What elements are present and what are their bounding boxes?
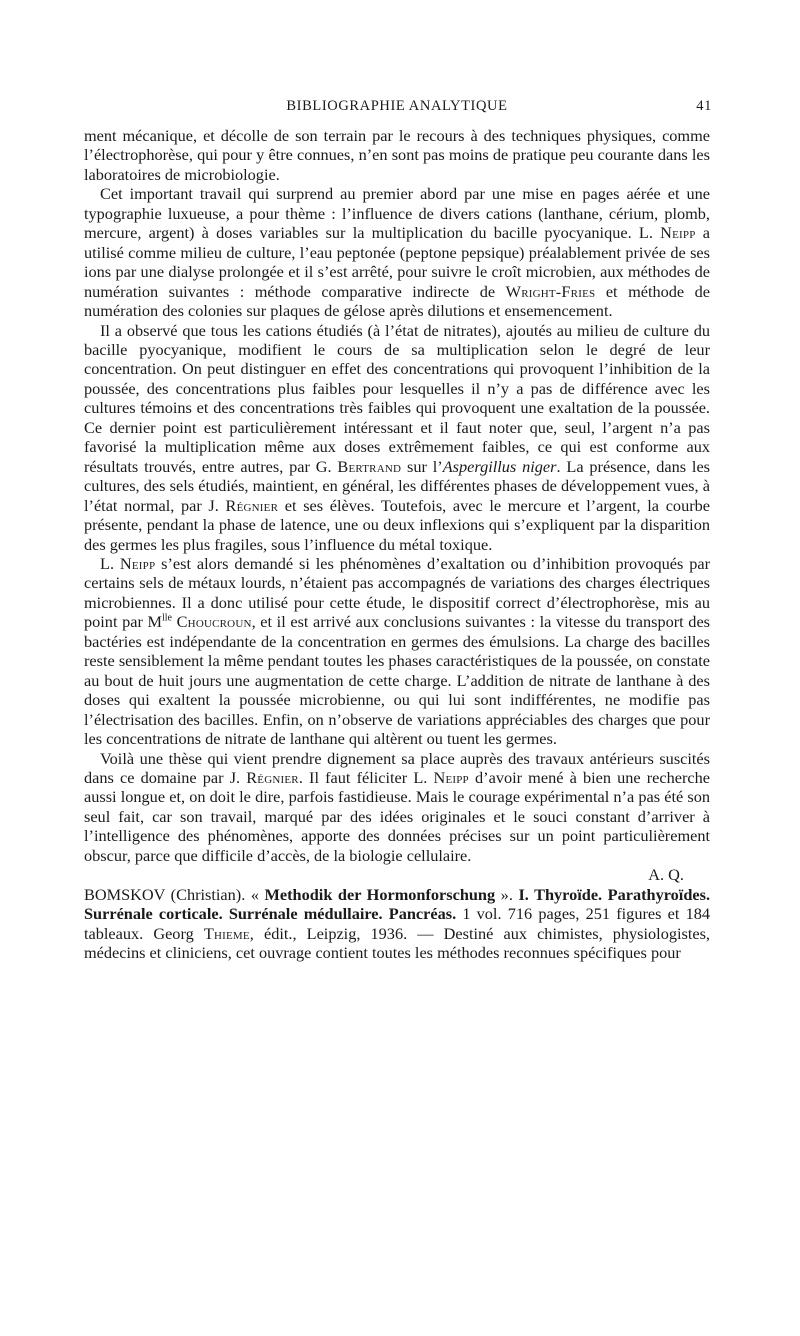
name-bertrand: Bertrand — [337, 456, 402, 476]
p3-part-b: sur l’ — [401, 456, 443, 476]
name-regnier: Régnier — [246, 767, 299, 787]
paragraph-1 — [84, 126, 710, 184]
mlle-superscript: lle — [161, 612, 172, 624]
entry-title-close: ». — [495, 884, 519, 904]
p5-part-a: Voilà une thèse qui vient prendre dignement sa place auprès des travaux antérieurs suscités dans ce domaine par J. — [84, 748, 710, 787]
p5-part-b: . Il faut féliciter L. — [298, 767, 434, 787]
name-regnier: Régnier — [225, 495, 279, 515]
p4-part-b: s’est alors demandé si les phénomènes d’exaltation ou d’inhibition provoqués par certains sels de métaux lourds, n’étaient pas accompagnés de variations des charges électriques microbiennes. Il a donc utilisé pour cette étude, le dispositif correct d’électrophorèse, mis au point par M — [84, 553, 710, 632]
author-neipp: Neipp — [660, 223, 696, 243]
p2-part-a: Cet important travail qui surprend au premier abord par une mise en pages aérée et une typographie luxueuse, a pour thème : l’influence de divers cations (lanthane, cérium, plomb, mercure, argent) à doses variables sur la multiplication du bacille pyocyanique. L. — [84, 184, 710, 243]
entry-title: Methodik der Hormonforschung — [264, 884, 496, 904]
entry-author: BOMSKOV (Christian). « — [84, 884, 265, 904]
entry-details-b: , édit., Leipzig, 1936. — Destiné aux chimistes, physiologistes, médecins et cliniciens, cet ouvrage contient toutes les méthodes reconnues spécifiques pour — [84, 923, 710, 963]
paragraph-3 — [84, 321, 710, 554]
entry-details-a: 1 vol. 716 pages, 251 figures et 184 tableaux. Georg — [84, 904, 710, 943]
page-number: 41 — [696, 98, 712, 114]
author-neipp: Neipp — [433, 767, 469, 787]
p3-part-c: . La présence, dans les cultures, des sels étudiés, maintient, en général, les différentes phases de développement vues, à l’état normal, par J. — [84, 456, 711, 515]
entry-subtitle: I. Thyroïde. Parathyroïdes. Surrénale corticale. Surrénale médullaire. Pancréas. — [84, 884, 711, 924]
paragraph-4 — [84, 554, 710, 749]
species-aspergillus: Aspergillus niger — [442, 456, 557, 476]
running-header — [84, 98, 710, 120]
body-text — [84, 126, 710, 962]
p4-part-c: , et il est arrivé aux conclusions suivantes : la vitesse du transport des bactéries est indépendante de la concentration en germes des émulsions. La charge des bacilles reste sensiblement la même pendant toutes les phases caractéristiques de la poussée, on constate au bout de huit jours une augmentation de cette charge. L’addition de nitrate de lanthane à des doses qui exaltent la poussée microbienne, ou qui lui sont indifférentes, ne modifie pas l’électrisation des bacilles. Enfin, on n’observe de variations appréciables des charges que pour les concentrations de nitrate de lanthane qui altèrent ou tuent les germes. — [84, 612, 711, 749]
p3-part-d: et ses élèves. Toutefois, avec le mercure et l’argent, la courbe présente, pendant la phase de latence, une ou deux inflexions qui s’expliquent par la disparition des germes les plus fragiles, sous l’influence du métal toxique. — [84, 495, 710, 554]
name-choucroun: Choucroun — [176, 612, 252, 632]
p4-part-a: L. — [100, 553, 120, 573]
paragraph-2 — [84, 184, 710, 320]
bibliography-entry — [84, 885, 710, 963]
paragraph-5 — [84, 749, 710, 866]
running-title: BIBLIOGRAPHIE ANALYTIQUE — [286, 98, 508, 114]
p2-part-c: et méthode de numération des colonies sur plaques de gélose après dilutions et ensemencement. — [84, 281, 710, 321]
paragraph-1-text: ment mécanique, et décolle de son terrain par le recours à des techniques physiques, comme l’électrophorèse, qui pour y être connues, n’en sont pas moins de pratique peu courante dans les laboratoires de microbiologie. — [84, 126, 710, 184]
author-neipp: Neipp — [119, 553, 156, 573]
p2-part-b: a utilisé comme milieu de culture, l’eau peptonée (peptone pepsique) préalablement privée de ses ions par une dialyse prolongée et il s’est arrêté, pour suivre le croît microbien, aux méthodes de numération suivantes : méthode comparative indirecte de — [84, 223, 711, 301]
reviewer-signature: A. Q. — [648, 865, 684, 885]
p5-part-c: d’avoir mené à bien une recherche aussi longue et, on doit le dire, parfois fastidieuse. Mais le courage expérimental n’a pas été son seul fait, car son travail, marqué par des idées originales et le souci constant d’arriver à l’intelligence des phénomènes, apporte des données précises sur un point particulièrement obscur, parce que difficile d’accès, de la biologie cellulaire. — [84, 767, 711, 865]
name-wright-fries: Wright-Fries — [505, 281, 596, 301]
p3-part-a: Il a observé que tous les cations étudiés (à l’état de nitrates), ajoutés au milieu de culture du bacille pyocyanique, modifient le cours de sa multiplication selon le degré de leur concentration. On peut distinguer en effet des concentrations qui provoquent l’inhibition de la poussée, des concentrations plus faibles pour lesquelles il n’y a pas de différence avec les cultures témoins et des concentrations très faibles qui provoquent une exaltation de la poussée. Ce dernier point est particulièrement intéressant et il faut noter que, seul, l’argent n’a pas favorisé la multiplication même aux doses extrêmement faibles, ce qui est conforme aux résultats trouvés, entre autres, par G. — [84, 320, 710, 476]
page — [84, 98, 710, 962]
entry-publisher: Thieme — [203, 923, 250, 943]
